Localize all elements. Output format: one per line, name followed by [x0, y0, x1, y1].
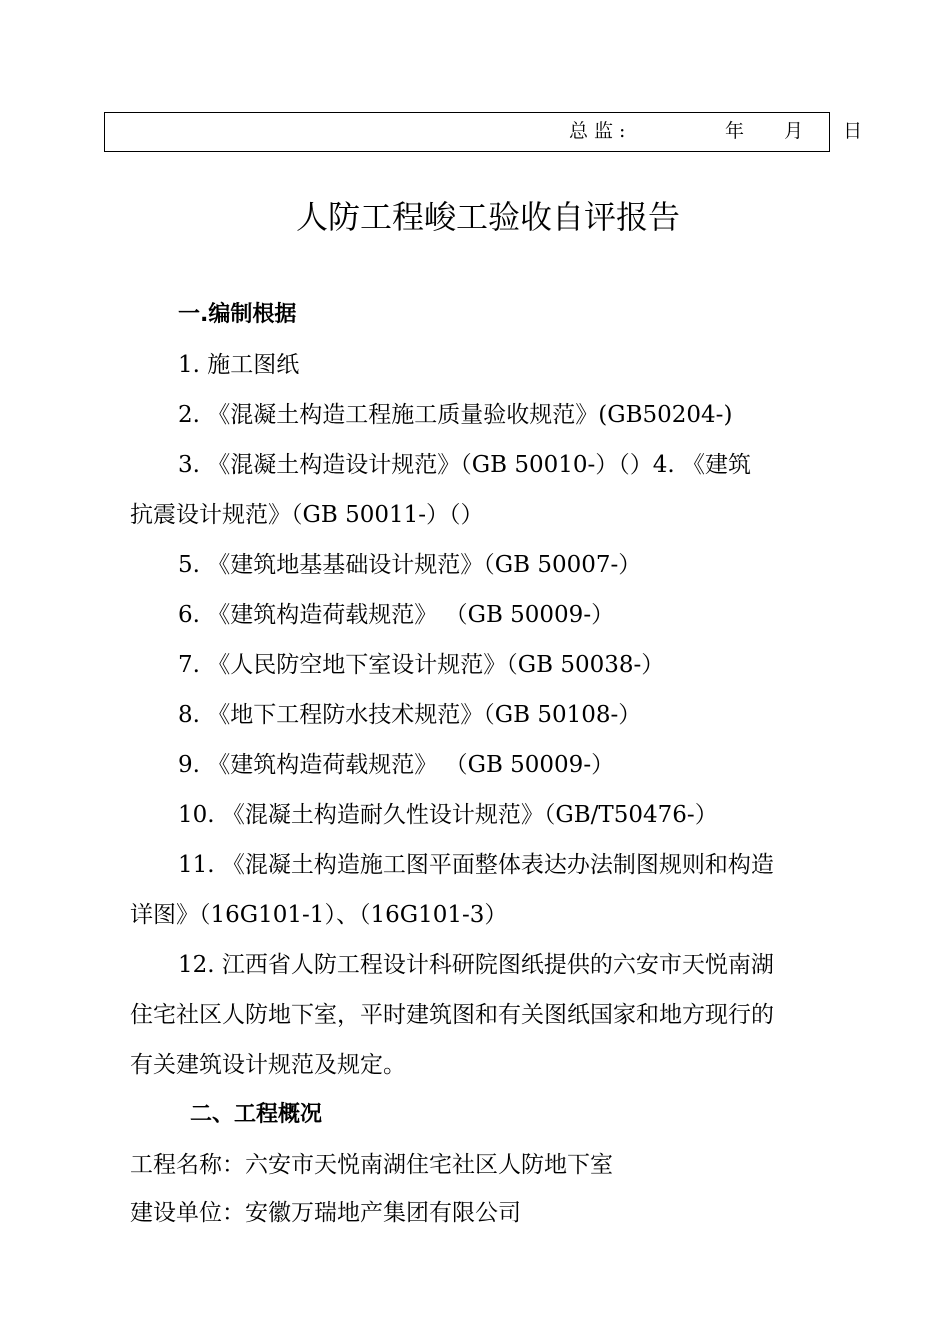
basis-line-6: 6. 《建筑构造荷载规范》 （GB 50009-）: [178, 602, 615, 628]
basis-line-5: 5. 《建筑地基基础设计规范》（GB 50007-）: [178, 552, 642, 578]
basis-line-3-cont: 抗震设计规范》（GB 50011-）（）: [130, 502, 484, 528]
supervisor-label: 总监:: [569, 120, 632, 142]
document-title: 人防工程峻工验收自评报告: [295, 198, 680, 236]
date-label: 年 月 日: [725, 120, 863, 142]
basis-line-10: 10. 《混凝土构造耐久性设计规范》（GB/T50476-）: [178, 802, 718, 828]
builder-unit: 建设单位：安徽万瑞地产集团有限公司: [130, 1200, 521, 1226]
basis-line-11-cont: 详图》（16G101-1）、（16G101-3）: [130, 902, 508, 928]
basis-line-7: 7. 《人民防空地下室设计规范》（GB 50038-）: [178, 652, 665, 678]
basis-line-12-cont-1: 住宅社区人防地下室，平时建筑图和有关图纸国家和地方现行的: [130, 1002, 774, 1028]
section-heading-basis: 一.编制根据: [178, 302, 297, 327]
basis-line-1: 1. 施工图纸: [178, 352, 300, 378]
basis-line-11: 11. 《混凝土构造施工图平面整体表达办法制图规则和构造: [178, 852, 774, 878]
basis-line-12: 12. 江西省人防工程设计科研院图纸提供的六安市天悦南湖: [178, 952, 774, 978]
section-heading-overview: 二、工程概况: [190, 1102, 323, 1127]
signature-box: [104, 112, 863, 152]
basis-line-2: 2. 《混凝土构造工程施工质量验收规范》(GB50204-): [178, 402, 733, 428]
basis-line-3: 3. 《混凝土构造设计规范》（GB 50010-）（）4. 《建筑: [178, 452, 752, 478]
basis-line-9: 9. 《建筑构造荷载规范》 （GB 50009-）: [178, 752, 615, 778]
project-name: 工程名称：六安市天悦南湖住宅社区人防地下室: [130, 1152, 613, 1178]
basis-line-12-cont-2: 有关建筑设计规范及规定。: [130, 1052, 406, 1078]
basis-line-8: 8. 《地下工程防水技术规范》（GB 50108-）: [178, 702, 642, 728]
